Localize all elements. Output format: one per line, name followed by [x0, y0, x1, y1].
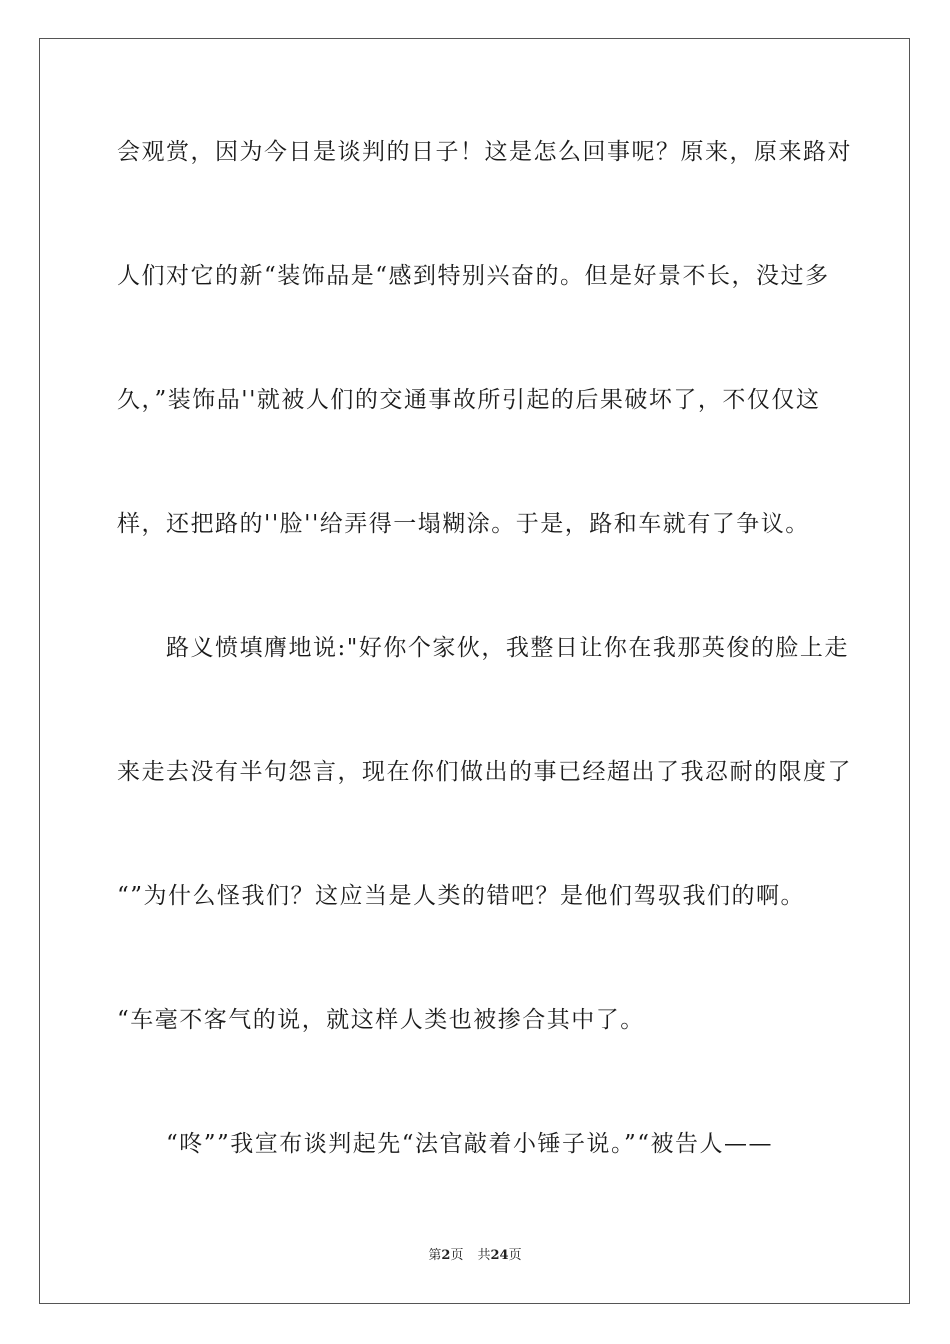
text-line: 人们对它的新“装饰品是“感到特别兴奋的。但是好景不长，没过多 — [117, 263, 830, 289]
page-number: 2 — [441, 1248, 451, 1263]
page-prefix: 第 — [428, 1248, 442, 1263]
text-line: “车毫不客气的说，就这样人类也被掺合其中了。 — [117, 1007, 645, 1033]
text-line: 路义愤填膺地说:"好你个家伙，我整日让你在我那英俊的脸上走 — [117, 635, 849, 661]
total-prefix: 共 — [477, 1248, 491, 1263]
page-footer — [0, 1247, 950, 1265]
text-line: 来走去没有半句怨言，现在你们做出的事已经超出了我忍耐的限度了 — [117, 759, 852, 785]
page-suffix: 页 — [450, 1248, 464, 1263]
page-border — [39, 38, 910, 1304]
text-line: 会观赏，因为今日是谈判的日子！这是怎么回事呢？原来，原来路对 — [117, 139, 852, 165]
text-line: “”为什么怪我们？这应当是人类的错吧？是他们驾驭我们的啊。 — [117, 883, 806, 909]
text-line: “咚””我宣布谈判起先“法官敲着小锤子说。”“被告人—— — [117, 1131, 774, 1157]
total-pages: 24 — [490, 1248, 509, 1263]
total-suffix: 页 — [508, 1248, 522, 1263]
text-line: 久，”装饰品''就被人们的交通事故所引起的后果破坏了，不仅仅这 — [117, 387, 821, 413]
text-line: 样，还把路的''脸''给弄得一塌糊涂。于是，路和车就有了争议。 — [117, 511, 810, 537]
